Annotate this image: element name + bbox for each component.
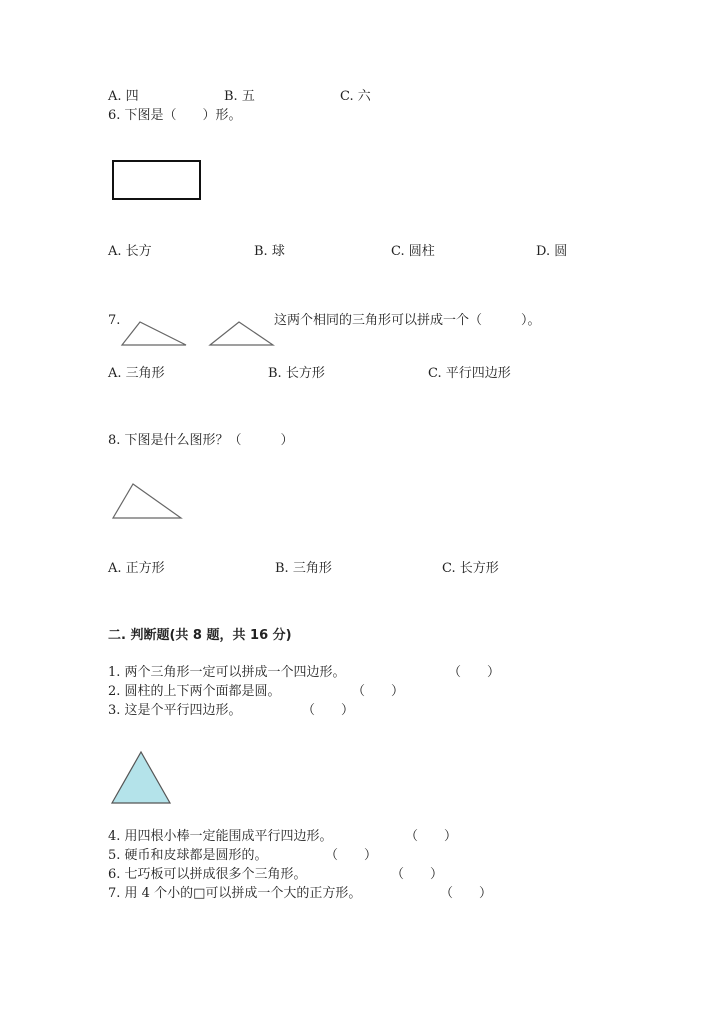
judge-item-1-blank[interactable]: （ ） [448,665,501,680]
q7-stem: 这两个相同的三角形可以拼成一个（ ）。 [274,313,541,328]
q5-option-c: C. 六 [340,89,371,104]
judge-item-6-blank[interactable]: （ ） [391,867,444,882]
judge-item-7-text: 7. 用 4 个小的□可以拼成一个大的正方形。 [108,886,362,901]
q5-option-a: A. 四 [108,89,139,104]
judge-item-3-blank[interactable]: （ ） [302,703,355,718]
q8-triangle-figure [110,482,185,522]
q8-option-c: C. 长方形 [442,561,499,576]
q7-number: 7. [108,313,121,328]
judge-item-1-text: 1. 两个三角形一定可以拼成一个四边形。 [108,665,346,680]
judge-item-5-blank[interactable]: （ ） [325,848,378,863]
q7-option-b: B. 长方形 [268,366,325,381]
q7-triangle-figure-1 [120,320,190,350]
judge-item-6-text: 6. 七巧板可以拼成很多个三角形。 [108,867,307,882]
q8-option-a: A. 正方形 [108,561,165,576]
q6-stem: 6. 下图是（ ）形。 [108,108,242,123]
q6-option-c: C. 圆柱 [391,244,435,259]
judge-item-7-blank[interactable]: （ ） [440,886,493,901]
judge-item-4-blank[interactable]: （ ） [405,829,458,844]
judge-item-5-text: 5. 硬币和皮球都是圆形的。 [108,848,268,863]
judge-item-2-text: 2. 圆柱的上下两个面都是圆。 [108,684,281,699]
section2-heading: 二. 判断题(共 8 题，共 16 分) [108,628,292,643]
q6-option-b: B. 球 [254,244,285,259]
judge-item-4-text: 4. 用四根小棒一定能围成平行四边形。 [108,829,333,844]
q3-triangle-figure [110,750,172,806]
q8-option-b: B. 三角形 [275,561,332,576]
q6-option-a: A. 长方 [108,244,152,259]
judge-item-2-blank[interactable]: （ ） [352,684,405,699]
q6-option-d: D. 圆 [536,244,568,259]
q6-rectangle-figure [112,160,202,202]
q7-option-a: A. 三角形 [108,366,165,381]
q5-option-b: B. 五 [224,89,255,104]
judge-item-3-text: 3. 这是个平行四边形。 [108,703,242,718]
q7-triangle-figure-2 [208,320,278,350]
q7-option-c: C. 平行四边形 [428,366,511,381]
q8-stem: 8. 下图是什么图形？（ ） [108,433,294,448]
